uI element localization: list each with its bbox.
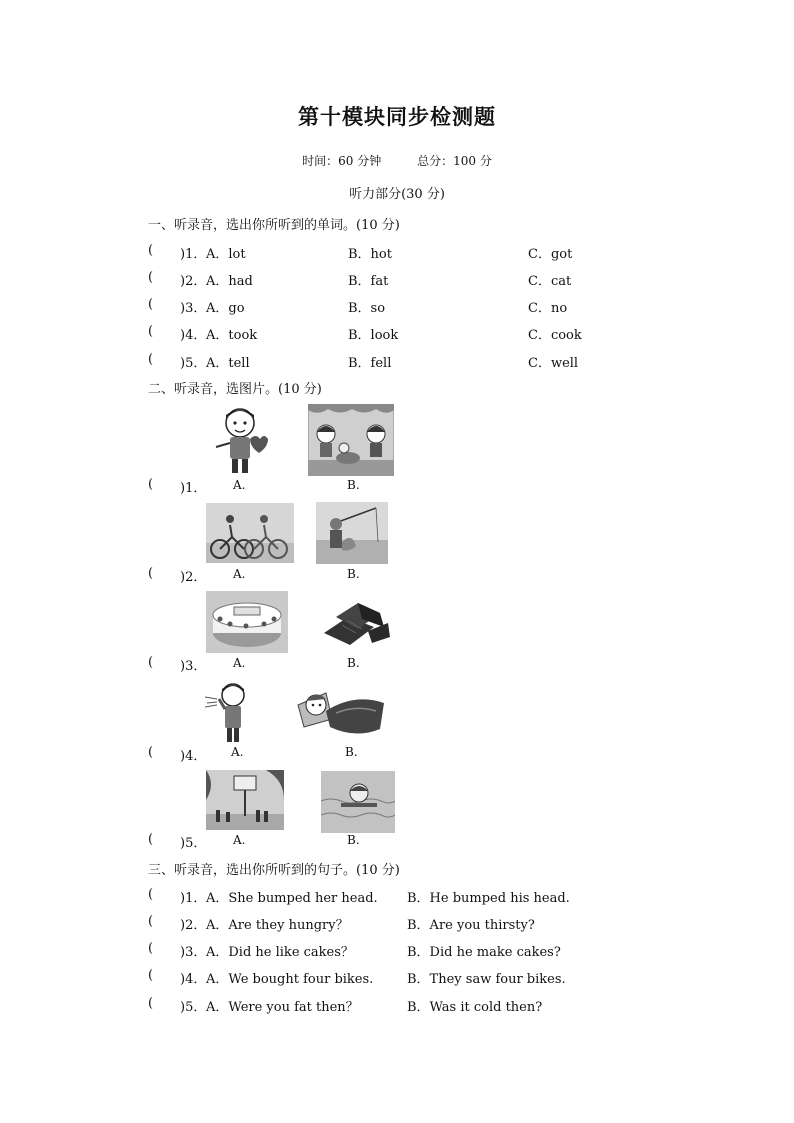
option-a: A．had — [206, 274, 253, 289]
answer-blank: ( — [148, 566, 154, 581]
answer-blank: ( — [148, 968, 154, 983]
question-number: )5． — [180, 1000, 207, 1015]
basketball-court-picture — [206, 770, 284, 830]
option-b: B．He bumped his head. — [407, 891, 570, 906]
picture-label-b: B. — [347, 478, 360, 492]
picture-label-b: B. — [347, 567, 360, 581]
option-a: A．Are they hungry？ — [206, 918, 349, 933]
boy-swimming-picture — [321, 771, 395, 833]
answer-blank: ( — [148, 887, 154, 902]
picture-label-a: A. — [233, 833, 246, 847]
exam-meta — [0, 152, 794, 169]
picture-label-b: B. — [347, 656, 360, 670]
chocolate-picture — [318, 597, 392, 649]
section-3-heading: 三、听录音，选出你所听到的句子。(10 分) — [148, 863, 400, 878]
option-a: A．Did he like cakes？ — [206, 945, 354, 960]
picture-label-a: A. — [233, 567, 246, 581]
question-number: )1． — [180, 247, 207, 262]
option-a: A．Were you fat then？ — [206, 1000, 359, 1015]
option-a: A．go — [206, 301, 245, 316]
option-b: B．hot — [348, 247, 392, 262]
section-2-heading: 二、听录音，选图片。(10 分) — [148, 382, 322, 397]
question-number: )1． — [180, 891, 207, 906]
picture-label-a: A. — [233, 656, 246, 670]
question-number: )2． — [180, 570, 207, 585]
option-b: B．Are you thirsty? — [407, 918, 535, 933]
option-c: C．got — [528, 247, 573, 262]
option-c: C．well — [528, 356, 579, 371]
answer-blank: ( — [148, 655, 154, 670]
option-a: A．took — [206, 328, 258, 343]
answer-blank: ( — [148, 352, 154, 367]
option-a: A．tell — [206, 356, 250, 371]
answer-blank: ( — [148, 297, 154, 312]
question-number: )1． — [180, 481, 207, 496]
option-b: B．fat — [348, 274, 389, 289]
option-a: A．lot — [206, 247, 246, 262]
answer-blank: ( — [148, 324, 154, 339]
option-c: C．no — [528, 301, 568, 316]
answer-blank: ( — [148, 270, 154, 285]
birthday-cake-picture — [206, 591, 288, 653]
answer-blank: ( — [148, 243, 154, 258]
answer-blank: ( — [148, 745, 154, 760]
answer-blank: ( — [148, 832, 154, 847]
option-b: B．so — [348, 301, 386, 316]
question-number: )5． — [180, 836, 207, 851]
question-number: )2． — [180, 274, 207, 289]
page-title: 第十模块同步检测题 — [298, 105, 496, 129]
option-b: B．fell — [348, 356, 392, 371]
boy-fishing-picture — [316, 502, 388, 564]
option-b: B．Was it cold then? — [407, 1000, 543, 1015]
answer-blank: ( — [148, 914, 154, 929]
question-number: )4． — [180, 749, 207, 764]
picture-label-b: B. — [347, 833, 360, 847]
option-b: B．Did he make cakes? — [407, 945, 561, 960]
question-number: )4． — [180, 972, 207, 987]
boy-coughing-picture — [203, 679, 251, 745]
question-number: )5． — [180, 356, 207, 371]
picture-label-a: A. — [233, 478, 246, 492]
option-a: A．We bought four bikes. — [206, 972, 374, 987]
question-number: )3． — [180, 301, 207, 316]
option-b: B．They saw four bikes. — [407, 972, 566, 987]
people-riding-bikes-picture — [206, 503, 294, 563]
picture-label-b: B. — [345, 745, 358, 759]
question-number: )3． — [180, 659, 207, 674]
option-a: A．She bumped her head. — [206, 891, 378, 906]
answer-blank: ( — [148, 477, 154, 492]
listening-part-heading: 听力部分(30 分) — [349, 187, 445, 202]
option-c: C．cat — [528, 274, 572, 289]
answer-blank: ( — [148, 996, 154, 1011]
question-number: )3． — [180, 945, 207, 960]
option-c: C．cook — [528, 328, 582, 343]
boy-holding-heart-picture — [210, 403, 270, 477]
time-limit: 时间：60 分钟 — [302, 154, 382, 168]
question-number: )2． — [180, 918, 207, 933]
section-1-heading: 一、听录音，选出你所听到的单词。(10 分) — [148, 218, 400, 233]
option-b: B．look — [348, 328, 399, 343]
picture-label-a: A. — [231, 745, 244, 759]
kids-at-picnic-picture — [308, 404, 394, 476]
question-number: )4． — [180, 328, 207, 343]
answer-blank: ( — [148, 941, 154, 956]
girl-sick-in-bed-picture — [296, 683, 388, 741]
total-score: 总分：100 分 — [417, 154, 492, 168]
